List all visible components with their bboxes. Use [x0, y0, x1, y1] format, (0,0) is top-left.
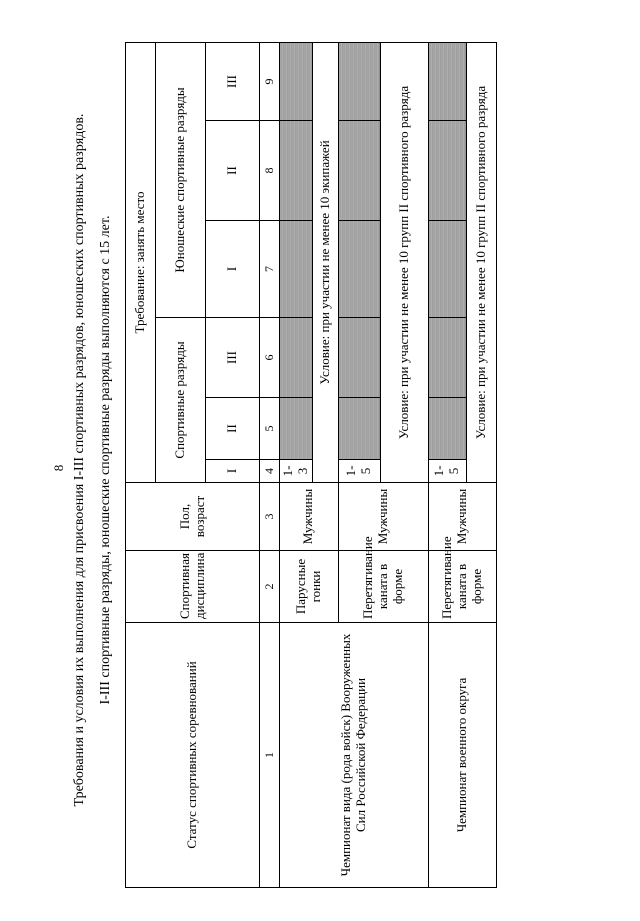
page-number: 8 [51, 464, 66, 472]
gender-district-tug-of-war: Мужчины [428, 483, 496, 551]
column-number: 3 [260, 483, 280, 551]
column-number: 6 [260, 318, 280, 398]
header-gender-age: Пол, возраст [126, 483, 260, 551]
empty-shaded-cell [338, 318, 380, 398]
header-youth-ii: II [206, 121, 260, 221]
empty-shaded-cell [280, 121, 313, 221]
status-military-district: Чемпионат военного округа [428, 623, 496, 888]
column-number: 4 [260, 460, 280, 483]
empty-shaded-cell [338, 121, 380, 221]
discipline-district-tug-of-war: Перетягивание каната в форме [428, 551, 496, 623]
page-subheading: I-III спортивные разряды, юношеские спортивные разряды выполняются с 15 лет. [98, 215, 113, 705]
column-number: 5 [260, 398, 280, 460]
header-youth-iii: III [206, 42, 260, 120]
empty-shaded-cell [280, 398, 313, 460]
gender-tug-of-war: Мужчины [338, 483, 428, 551]
empty-shaded-cell [428, 221, 466, 318]
column-number: 1 [260, 623, 280, 888]
page-heading: Требования и условия их выполнения для присвоения I-III спортивных разрядов, юношеских спортивных разрядов. [72, 113, 87, 807]
condition-tug-of-war: Условие: при участии не менее 10 групп II спортивного разряда [380, 42, 428, 482]
discipline-sailing: Парусные гонки [280, 551, 339, 623]
header-rank-i: I [206, 460, 260, 483]
column-number: 7 [260, 221, 280, 318]
empty-shaded-cell [338, 221, 380, 318]
empty-shaded-cell [428, 318, 466, 398]
header-requirement: Требование: занять место [126, 42, 156, 482]
condition-district-tug-of-war: Условие: при участии не менее 10 групп II спортивного разряда [466, 42, 496, 482]
empty-shaded-cell [338, 42, 380, 120]
header-youth-ranks: Юношеские спортивные разряды [156, 42, 206, 317]
condition-sailing: Условие: при участии не менее 10 экипажей [312, 42, 338, 482]
empty-shaded-cell [280, 221, 313, 318]
rank-i-tug-of-war: 1-5 [338, 460, 380, 483]
empty-shaded-cell [428, 121, 466, 221]
empty-shaded-cell [280, 318, 313, 398]
requirements-table-container [125, 43, 488, 888]
empty-shaded-cell [428, 398, 466, 460]
gender-sailing: Мужчины [280, 483, 339, 551]
status-armed-forces: Чемпионат вида (рода войск) Вооруженных Сил Российской Федерации [280, 623, 429, 888]
column-number: 2 [260, 551, 280, 623]
column-number: 8 [260, 121, 280, 221]
header-discipline: Спортивная дисциплина [126, 551, 260, 623]
header-rank-ii: II [206, 398, 260, 460]
rank-i-district-tug-of-war: 1-5 [428, 460, 466, 483]
header-rank-iii: III [206, 318, 260, 398]
empty-shaded-cell [338, 398, 380, 460]
header-status: Статус спортивных соревнований [126, 623, 260, 888]
requirements-table [125, 42, 497, 888]
requirements-table-rotated [125, 43, 488, 888]
discipline-tug-of-war: Перетягивание каната в форме [338, 551, 428, 623]
empty-shaded-cell [280, 42, 313, 120]
empty-shaded-cell [428, 42, 466, 120]
column-number: 9 [260, 42, 280, 120]
header-youth-i: I [206, 221, 260, 318]
rank-i-sailing: 1-3 [280, 460, 313, 483]
header-sport-ranks: Спортивные разряды [156, 318, 206, 483]
